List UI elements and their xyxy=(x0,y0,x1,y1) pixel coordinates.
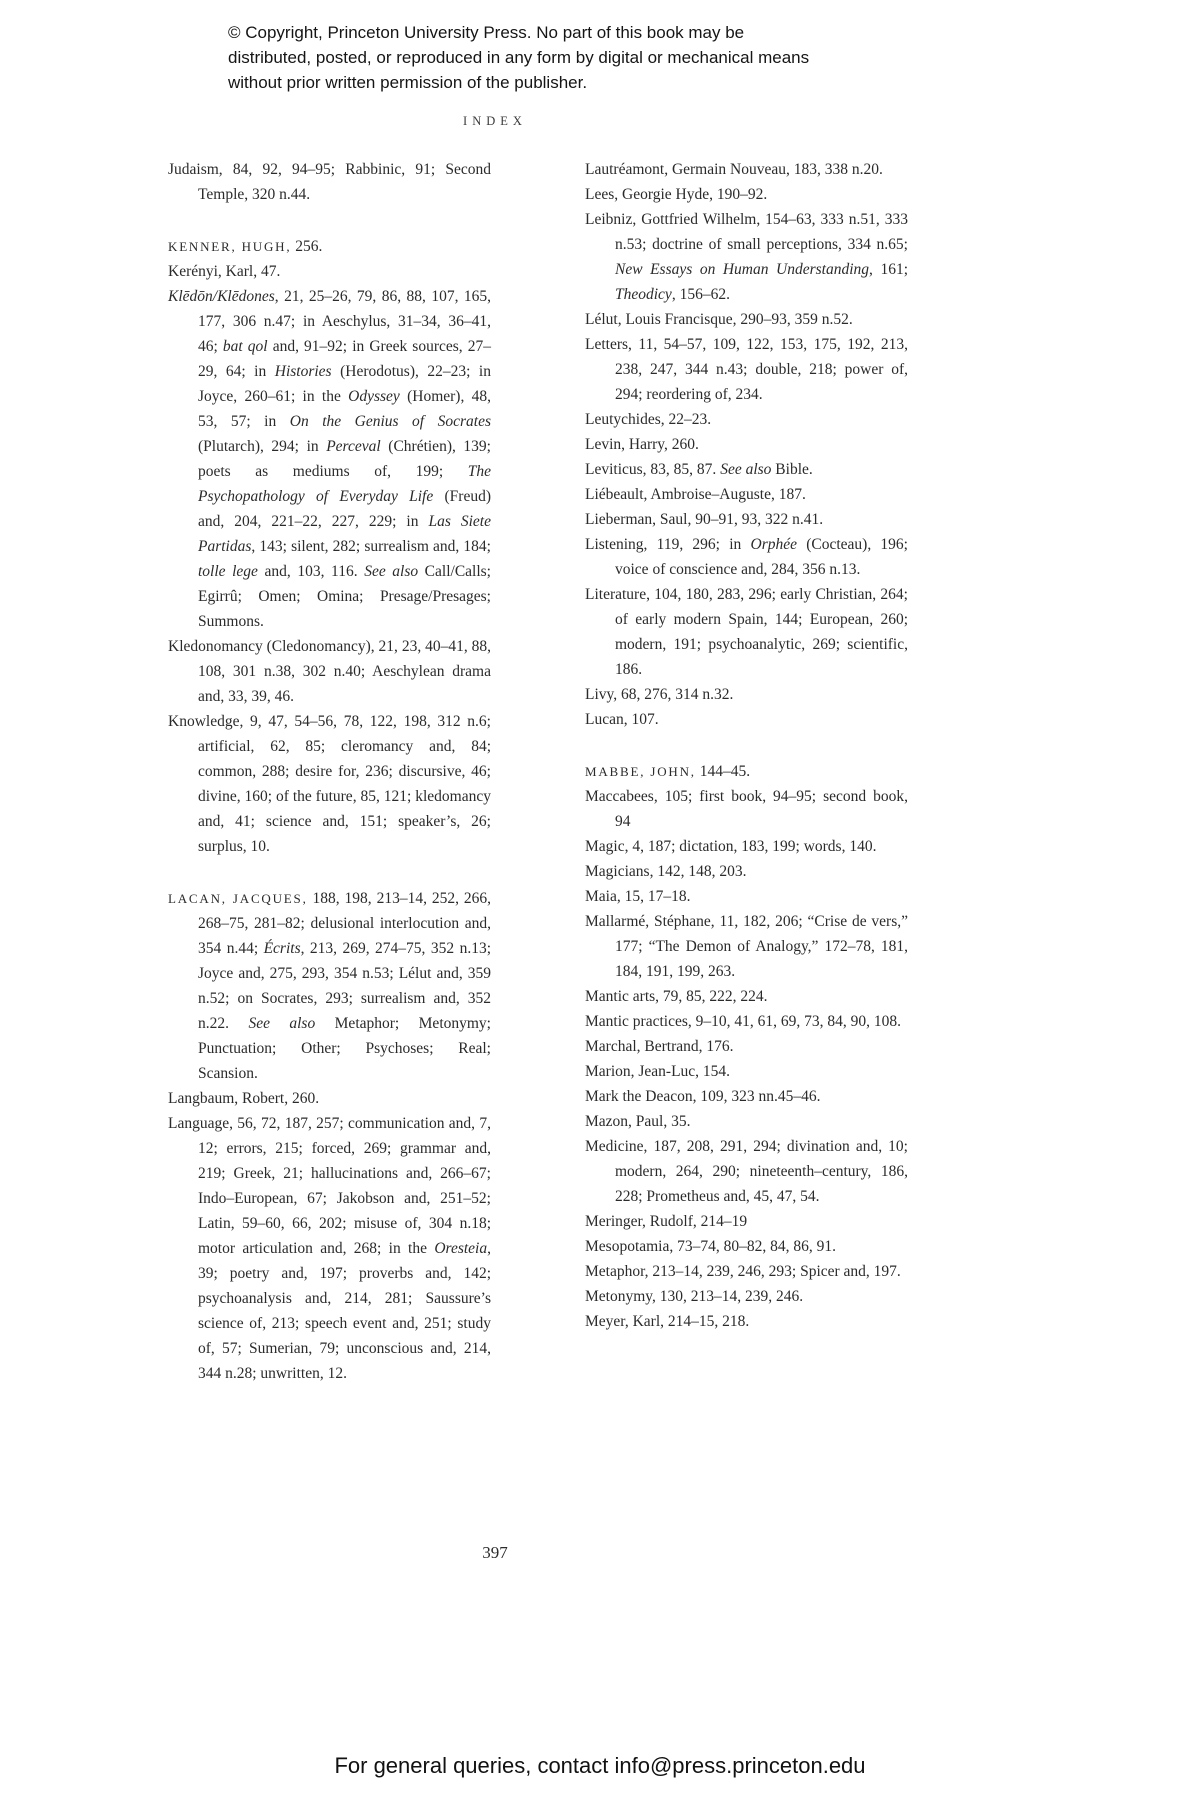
index-entry-text: 188, 198, 213–14, 252, 266, 268–75, 281–82; delusional interlocution and, 354 n.44; xyxy=(198,890,492,957)
index-entry-italic-text: Orphée xyxy=(750,536,797,553)
index-entry xyxy=(585,482,908,507)
index-entry-text: , 143; silent, 282; surrealism and, 184; xyxy=(251,538,491,555)
index-entry xyxy=(585,1259,908,1284)
index-entry-text: Maccabees, 105; first book, 94–95; second book, 94 xyxy=(585,788,908,830)
index-entry-italic-text: See also xyxy=(720,461,772,478)
index-entry xyxy=(585,532,908,582)
index-entry-text: Mantic practices, 9–10, 41, 61, 69, 73, 84, 90, 108. xyxy=(585,1013,901,1030)
index-entry-italic-text: Oresteia xyxy=(434,1240,488,1257)
index-entry-text: and, 91–92; in Greek sources, 27–29, 64; in xyxy=(198,338,491,380)
index-entry xyxy=(585,984,908,1009)
index-entry xyxy=(168,259,491,284)
index-entry xyxy=(168,886,491,1086)
index-entry-text: Lieberman, Saul, 90–91, 93, 322 n.41. xyxy=(585,511,824,528)
index-entry xyxy=(168,1111,491,1386)
index-entry-text: Mesopotamia, 73–74, 80–82, 84, 86, 91. xyxy=(585,1238,836,1255)
index-entry-italic-text: Histories xyxy=(274,363,332,380)
index-entry xyxy=(585,834,908,859)
index-entry-italic-text: Odyssey xyxy=(348,388,400,405)
copyright-notice: © Copyright, Princeton University Press. No part of this book may be distributed, posted, or reproduced in any form by digital or mechanical means without prior written permission of the publisher. xyxy=(228,23,810,92)
index-entry-text: Call/Calls; Egirrû; Omen; Omina; Presage/Presages; Summons. xyxy=(198,563,491,630)
index-entry-text: Mazon, Paul, 35. xyxy=(585,1113,691,1130)
index-entry-text: (Cocteau), 196; voice of conscience and, 284, 356 n.13. xyxy=(615,536,908,578)
index-entry-text: Lucan, 107. xyxy=(585,711,659,728)
index-entry-text: Meyer, Karl, 214–15, 218. xyxy=(585,1313,750,1330)
footer-contact-line: For general queries, contact info@press.princeton.edu xyxy=(334,1753,866,1778)
index-entry-italic-text: The Psychopathology of Everyday Life xyxy=(198,463,491,505)
index-entry xyxy=(585,207,908,307)
index-entry-text: 144–45. xyxy=(695,763,751,780)
index-entry-text: Maia, 15, 17–18. xyxy=(585,888,691,905)
index-entry-text: and, 103, 116. xyxy=(257,563,365,580)
index-entry-text: , 156–62. xyxy=(671,286,730,303)
index-entry-text: Medicine, 187, 208, 291, 294; divination and, 10; modern, 264, 290; nineteenth–century, 186, 228; Prometheus and, 45, 47, 54. xyxy=(585,1138,908,1205)
index-entry xyxy=(585,1209,908,1234)
index-entry xyxy=(585,1034,908,1059)
index-entry-text: Letters, 11, 54–57, 109, 122, 153, 175, 192, 213, 238, 247, 344 n.43; double, 218; power of, 294; reordering of, 234. xyxy=(585,336,908,403)
index-entry-italic-text: Écrits xyxy=(263,940,301,957)
index-entry xyxy=(585,457,908,482)
index-entry xyxy=(168,234,491,259)
index-entry-text: Kledonomancy (Cledonomancy), 21, 23, 40–41, 88, 108, 301 n.38, 302 n.40; Aeschylean drama and, 33, 39, 46. xyxy=(168,638,491,705)
index-entry-text: Metaphor; Metonymy; Punctuation; Other; Psychoses; Real; Scansion. xyxy=(198,1015,491,1082)
index-entry xyxy=(585,1234,908,1259)
index-entry-text: , 39; poetry and, 197; proverbs and, 142; psychoanalysis and, 214, 281; Saussure’s science of, 213; speech event and, 251; study of, 57; Sumerian, 79; unconscious and, 214, 344 n.28; unwritten, 12. xyxy=(198,1240,491,1382)
index-entry-text: Leutychides, 22–23. xyxy=(585,411,712,428)
index-entry-text: Mantic arts, 79, 85, 222, 224. xyxy=(585,988,768,1005)
index-entry xyxy=(585,682,908,707)
index-entry-italic-text: tolle lege xyxy=(198,563,258,580)
index-entry xyxy=(168,634,491,709)
index-entry-text: Metaphor, 213–14, 239, 246, 293; Spicer and, 197. xyxy=(585,1263,901,1280)
index-entry-text: Liébeault, Ambroise–Auguste, 187. xyxy=(585,486,806,503)
index-entry xyxy=(585,182,908,207)
index-entry-text: Marchal, Bertrand, 176. xyxy=(585,1038,734,1055)
index-entry xyxy=(585,307,908,332)
index-entry-text: , 213, 269, 274–75, 352 n.13; Joyce and, 275, 293, 354 n.53; Lélut and, 359 n.52; on Socrates, 293; surrealism and, 352 n.22. xyxy=(198,940,492,1032)
index-entry xyxy=(168,709,491,859)
index-entry xyxy=(585,332,908,407)
index-entry-italic-text: See also xyxy=(248,1015,316,1032)
index-entry-text: (Herodotus), 22–23; in Joyce, 260–61; in the xyxy=(198,363,491,405)
index-entry-text: (Plutarch), 294; in xyxy=(198,438,327,455)
index-heading: INDEX xyxy=(463,114,527,128)
index-entry xyxy=(585,1084,908,1109)
index-entry-text: (Chrétien), 139; poets as mediums of, 199; xyxy=(198,438,491,480)
index-entry-text: Langbaum, Robert, 260. xyxy=(168,1090,320,1107)
index-entry-text: Levin, Harry, 260. xyxy=(585,436,699,453)
index-entry-text: , 161; xyxy=(869,261,908,278)
index-entry-text: Lautréamont, Germain Nouveau, 183, 338 n.20. xyxy=(585,161,883,178)
index-entry xyxy=(168,1086,491,1111)
index-entry-text: Lélut, Louis Francisque, 290–93, 359 n.52. xyxy=(585,311,853,328)
index-entry-text: Mallarmé, Stéphane, 11, 182, 206; “Crise de vers,” 177; “The Demon of Analogy,” 172–78, 181, 184, 191, 199, 263. xyxy=(585,913,908,980)
index-entry xyxy=(585,1009,908,1034)
index-entry xyxy=(585,1309,908,1334)
index-entry-text: 256. xyxy=(291,238,323,255)
index-entry xyxy=(585,1059,908,1084)
index-entry-name-smallcaps: KENNER, HUGH, xyxy=(168,239,292,254)
index-entry xyxy=(585,1134,908,1209)
index-entry-italic-text: See also xyxy=(364,563,419,580)
index-entry-text: (Homer), 48, 53, 57; in xyxy=(198,388,491,430)
index-entry-text: Bible. xyxy=(771,461,813,478)
index-entry xyxy=(585,859,908,884)
index-entry xyxy=(585,1284,908,1309)
index-entry-italic-text: Klēdōn/Klēdones xyxy=(168,288,275,305)
index-entry-text: Language, 56, 72, 187, 257; communication and, 7, 12; errors, 215; forced, 269; grammar and, 219; Greek, 21; hallucinations and, 266–67; Indo–European, 67; Jakobson and, 251–52; Latin, 59–60, 66, 202; misuse of, 304 n.18; motor articulation and, 268; in the xyxy=(168,1115,491,1257)
index-entry-text: Meringer, Rudolf, 214–19 xyxy=(585,1213,748,1230)
index-entry-name-smallcaps: MABBE, JOHN, xyxy=(585,764,696,779)
index-entry-text: Listening, 119, 296; in xyxy=(585,536,751,553)
index-entry-text: Metonymy, 130, 213–14, 239, 246. xyxy=(585,1288,804,1305)
index-column-left xyxy=(168,157,491,1386)
index-entry xyxy=(585,909,908,984)
index-entry-italic-text: On the Genius of Socrates xyxy=(289,413,491,430)
index-entry xyxy=(585,582,908,682)
index-entry-text: Leibniz, Gottfried Wilhelm, 154–63, 333 n.51, 333 n.53; doctrine of small perceptions, 334 n.65; xyxy=(585,211,908,253)
index-entry-text: , 21, 25–26, 79, 86, 88, 107, 165, 177, 306 n.47; in Aeschylus, 31–34, 36–41, 46; xyxy=(198,288,491,355)
index-entry-italic-text: New Essays on Human Understanding xyxy=(615,261,870,278)
index-entry xyxy=(585,157,908,182)
index-entry-text: Literature, 104, 180, 283, 296; early Christian, 264; of early modern Spain, 144; European, 260; modern, 191; psychoanalytic, 269; scientific, 186. xyxy=(585,586,908,678)
index-entry xyxy=(585,432,908,457)
index-entry xyxy=(585,784,908,834)
index-column-right xyxy=(585,157,908,1334)
index-entry-text: Magicians, 142, 148, 203. xyxy=(585,863,747,880)
index-entry-italic-text: Perceval xyxy=(326,438,381,455)
index-entry-italic-text: Theodicy xyxy=(615,286,672,303)
index-entry xyxy=(585,507,908,532)
index-entry-italic-text: bat qol xyxy=(222,338,268,355)
index-entry-text: Lees, Georgie Hyde, 190–92. xyxy=(585,186,768,203)
index-entry-text: Magic, 4, 187; dictation, 183, 199; words, 140. xyxy=(585,838,877,855)
index-entry-text: Marion, Jean-Luc, 154. xyxy=(585,1063,731,1080)
index-entry xyxy=(168,284,491,634)
page-number: 397 xyxy=(482,1543,508,1562)
index-entry-name-smallcaps: LACAN, JACQUES, xyxy=(168,891,308,906)
index-entry xyxy=(585,707,908,732)
index-entry-text: Knowledge, 9, 47, 54–56, 78, 122, 198, 312 n.6; artificial, 62, 85; cleromancy and, 84; common, 288; desire for, 236; discursive, 46; divine, 160; of the future, 85, 121; kledomancy and, 41; science and, 151; speaker’s, 26; surplus, 10. xyxy=(168,713,491,855)
index-entry-text: Leviticus, 83, 85, 87. xyxy=(585,461,721,478)
index-entry xyxy=(168,157,491,207)
index-entry xyxy=(585,407,908,432)
index-entry xyxy=(585,1109,908,1134)
index-entry-italic-text: Las Siete Partidas xyxy=(198,513,491,555)
index-entry-text: Livy, 68, 276, 314 n.32. xyxy=(585,686,734,703)
index-entry-text: Judaism, 84, 92, 94–95; Rabbinic, 91; Second Temple, 320 n.44. xyxy=(168,161,491,203)
index-entry xyxy=(585,884,908,909)
index-entry xyxy=(585,759,908,784)
index-entry-text: (Freud) and, 204, 221–22, 227, 229; in xyxy=(198,488,491,530)
index-entry-text: Kerényi, Karl, 47. xyxy=(168,263,281,280)
index-entry-text: Mark the Deacon, 109, 323 nn.45–46. xyxy=(585,1088,821,1105)
